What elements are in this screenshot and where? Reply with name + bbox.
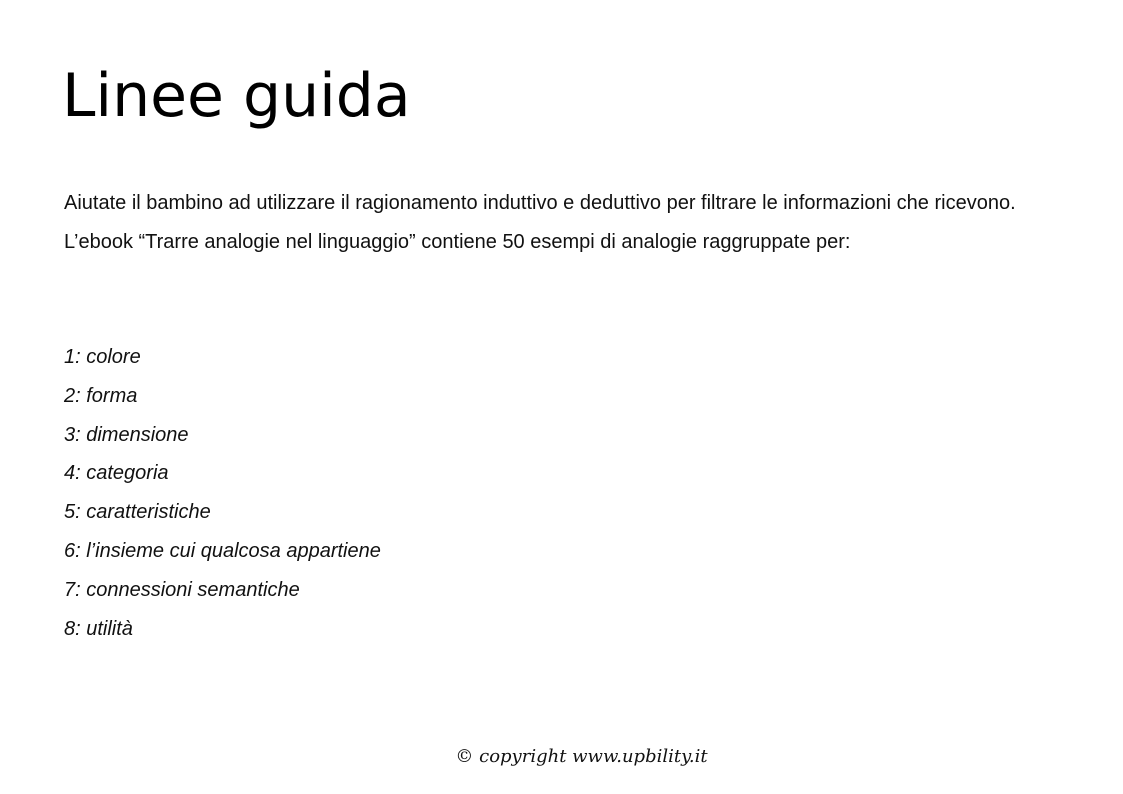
list-item: 5: caratteristiche [64,501,211,524]
list-item: 2: forma [64,384,138,407]
list-item: 4: categoria [64,462,169,485]
page-title: Linee guida [62,61,411,131]
copyright-footer: © copyright www.upbility.it [455,746,708,767]
category-list [64,338,381,648]
list-item: 7: connessioni semantiche [64,578,300,601]
list-item: 8: utilità [64,617,133,640]
list-item: 1: colore [64,346,141,368]
list-item: 6: l’insieme cui qualcosa appartiene [64,539,381,562]
intro-paragraph: Aiutate il bambino ad utilizzare il ragionamento induttivo e deduttivo per filtrare le informazioni che ricevono. L’ebook “Trarre analogie nel linguaggio” contiene 50 esempi di analogie raggruppate per: [64,192,1016,253]
list-item: 3: dimensione [64,423,189,446]
